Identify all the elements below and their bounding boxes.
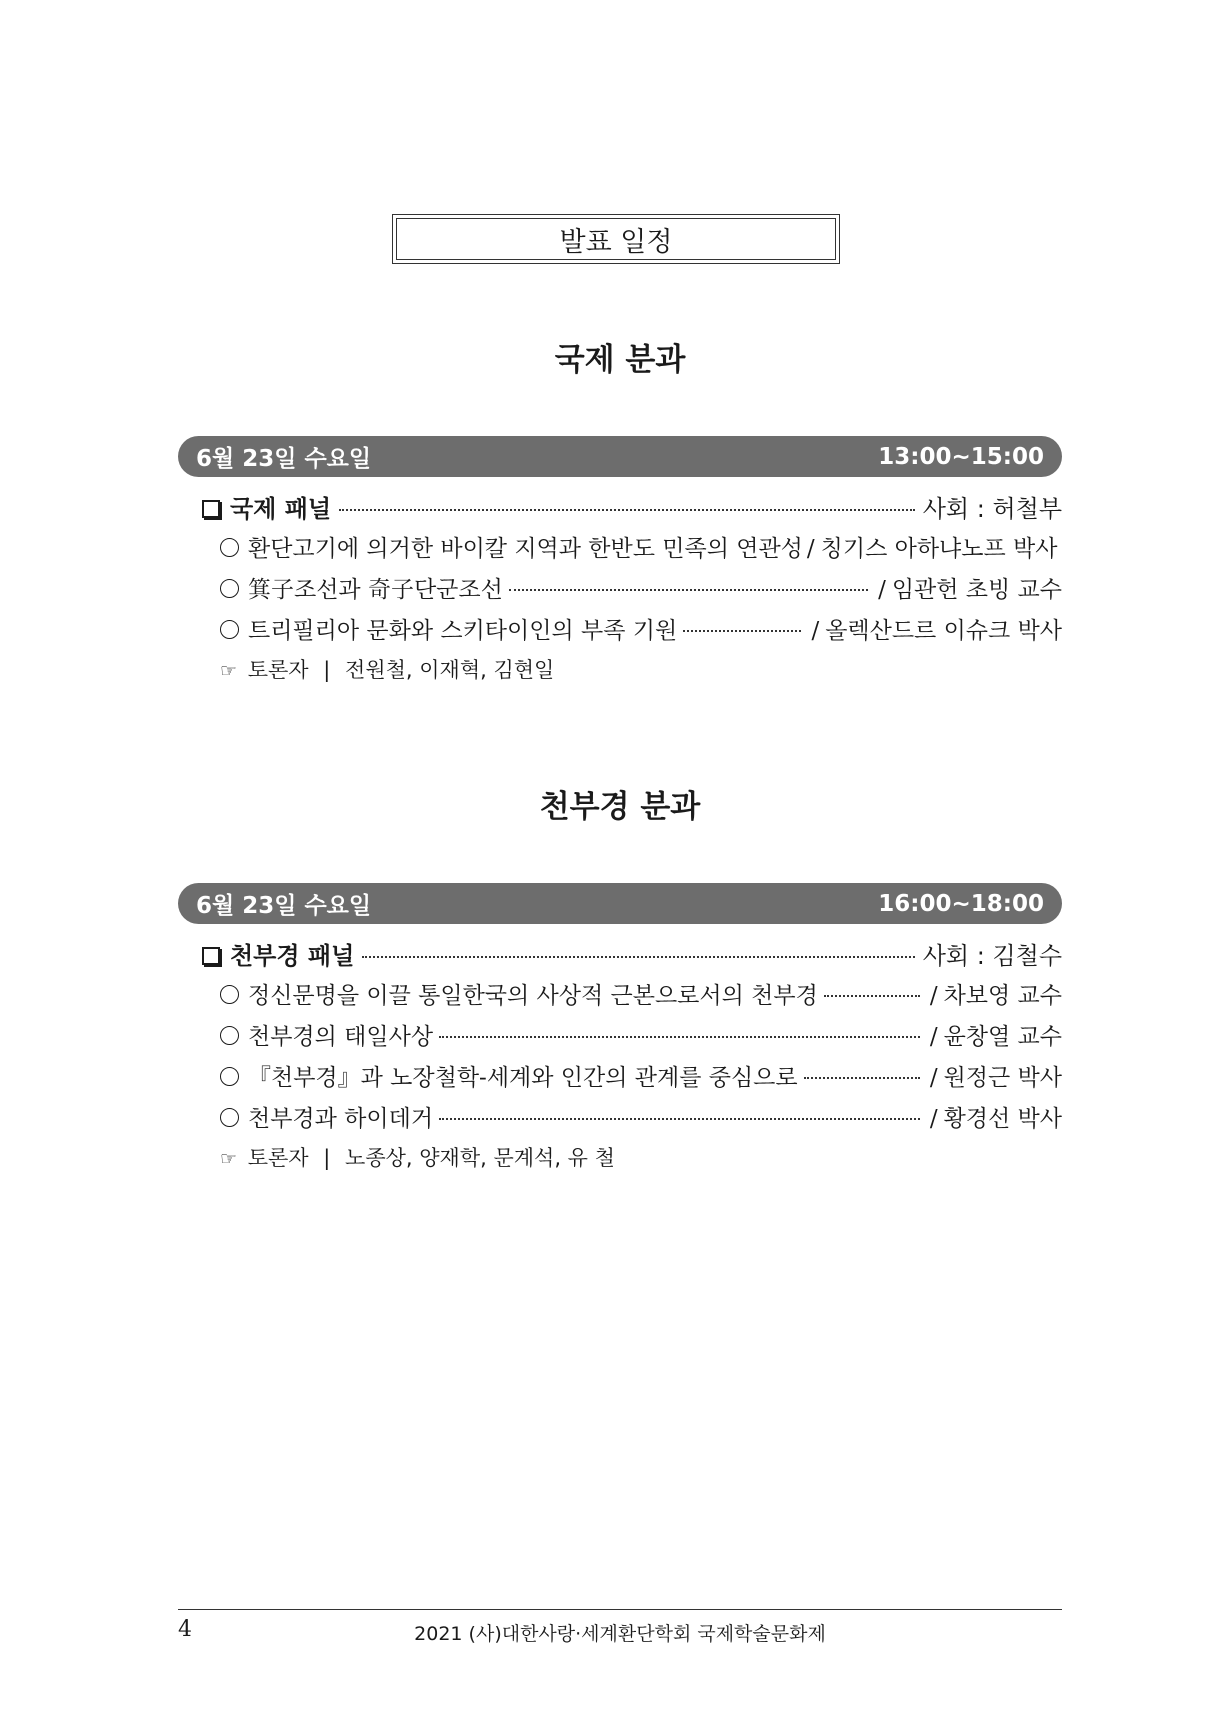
- talk-title: 『천부경』과 노장철학-세계와 인간의 관계를 중심으로: [248, 1065, 798, 1091]
- slash-separator: /: [929, 983, 938, 1009]
- discussants-row: [220, 652, 1062, 688]
- talk-title: 트리필리아 문화와 스키타이인의 부족 기원: [248, 618, 678, 644]
- panel-name: 국제 패널: [230, 495, 332, 523]
- circle-icon: [220, 985, 239, 1004]
- moderator: 사회 : 김철수: [922, 942, 1062, 970]
- slash-separator: /: [929, 1024, 938, 1050]
- panel-row: [202, 936, 1062, 976]
- circle-icon: [220, 1067, 239, 1086]
- footer-text: 2021 (사)대한사랑·세계환단학회 국제학술문화제: [414, 1623, 826, 1645]
- date-bar: [178, 436, 1062, 477]
- slash-separator: /: [929, 1106, 938, 1132]
- bar-separator: |: [323, 658, 331, 682]
- talk-speaker: 칭기스 아하냐노프 박사: [820, 536, 1058, 562]
- leader-dots: [509, 589, 868, 591]
- session-date: 6월 23일 수요일: [196, 446, 372, 472]
- section-international: [178, 338, 1062, 688]
- section-title: 국제 분과: [554, 342, 686, 378]
- schedule-title-box: [392, 214, 840, 264]
- leader-dots: [439, 1118, 920, 1120]
- leader-dots: [683, 630, 801, 632]
- slash-separator: /: [811, 618, 820, 644]
- talk-speaker: 원정근 박사: [943, 1065, 1062, 1091]
- circle-icon: [220, 579, 239, 598]
- circle-icon: [220, 620, 239, 639]
- circle-icon: [220, 538, 239, 557]
- discussants-names: 노종상, 양재학, 문계석, 유 철: [345, 1146, 615, 1170]
- leader-dots: [339, 509, 915, 511]
- leader-dots: [804, 1077, 920, 1079]
- talk-speaker: 올렉산드르 이슈크 박사: [825, 618, 1062, 644]
- pointing-hand-icon: ☞: [220, 1148, 238, 1170]
- schedule-title: 발표 일정: [396, 218, 836, 260]
- talk-item: [220, 570, 1062, 611]
- section-title: 천부경 분과: [539, 789, 701, 825]
- slash-separator: /: [929, 1065, 938, 1091]
- talk-speaker: 황경선 박사: [943, 1106, 1062, 1132]
- circle-icon: [220, 1108, 239, 1127]
- talk-speaker: 임관헌 초빙 교수: [891, 577, 1062, 603]
- session-date: 6월 23일 수요일: [196, 893, 372, 919]
- moderator: 사회 : 허철부: [922, 495, 1062, 523]
- slash-separator: /: [806, 536, 815, 562]
- talk-title: 천부경과 하이데거: [248, 1106, 434, 1132]
- discussants-label: 토론자: [247, 658, 309, 682]
- leader-dots: [824, 995, 920, 997]
- talk-title: 천부경의 태일사상: [248, 1024, 434, 1050]
- leader-dots: [362, 956, 914, 958]
- talk-item: [220, 611, 1062, 652]
- leader-dots: [439, 1036, 920, 1038]
- bar-separator: |: [323, 1146, 331, 1170]
- discussants-row: [220, 1140, 1062, 1176]
- talk-item: [220, 1058, 1062, 1099]
- panel-name: 천부경 패널: [230, 942, 355, 970]
- slash-separator: /: [878, 577, 886, 603]
- talk-title: 箕子조선과 奇子단군조선: [248, 577, 503, 603]
- talk-speaker: 차보영 교수: [943, 983, 1062, 1009]
- square-checkbox-icon: [202, 947, 220, 965]
- pointing-hand-icon: ☞: [220, 660, 238, 682]
- circle-icon: [220, 1026, 239, 1045]
- session-time: 13:00~15:00: [878, 443, 1044, 470]
- discussants-names: 전원철, 이재혁, 김현일: [345, 658, 555, 682]
- page-number: 4: [178, 1617, 192, 1642]
- talk-item: [220, 1099, 1062, 1140]
- square-checkbox-icon: [202, 500, 220, 518]
- talk-title: 정신문명을 이끌 통일한국의 사상적 근본으로서의 천부경: [248, 983, 818, 1009]
- talk-item: [220, 1017, 1062, 1058]
- discussants-label: 토론자: [247, 1146, 309, 1170]
- session-time: 16:00~18:00: [878, 890, 1044, 917]
- date-bar: [178, 883, 1062, 924]
- section-cheonbugyeong: [178, 785, 1062, 1176]
- footer-divider: [178, 1609, 1062, 1610]
- talk-speaker: 윤창열 교수: [943, 1024, 1062, 1050]
- talk-title: 환단고기에 의거한 바이칼 지역과 한반도 민족의 연관성: [248, 536, 803, 562]
- talk-item: [220, 976, 1062, 1017]
- panel-row: [202, 489, 1062, 529]
- talk-item: [220, 529, 1062, 570]
